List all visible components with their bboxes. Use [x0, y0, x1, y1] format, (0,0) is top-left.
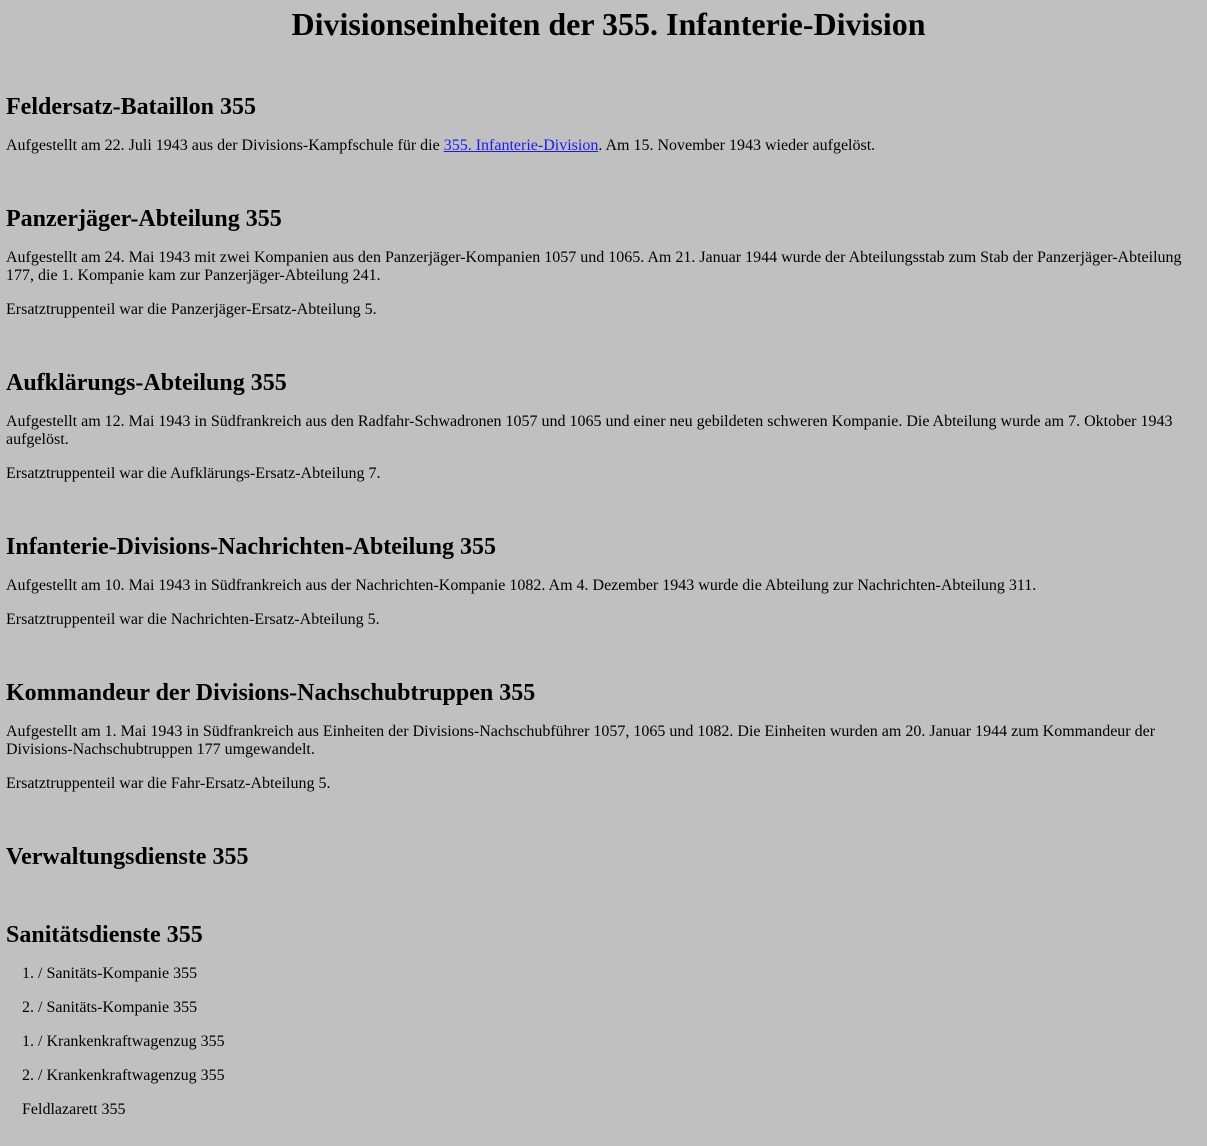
heading-verwaltungsdienste: Verwaltungsdienste 355: [6, 844, 249, 870]
heading-feldersatz-bataillon: Feldersatz-Bataillon 355: [6, 94, 256, 120]
list-item: 2. / Sanitäts-Kompanie 355: [22, 999, 198, 1016]
paragraph-nachrichten: Aufgestellt am 10. Mai 1943 in Südfrankreich aus der Nachrichten-Kompanie 1082. Am 4. Dezember 1943 wurde die Abteilung zur Nachrichten-Abteilung 311.: [6, 577, 1037, 594]
heading-panzerjaeger-abteilung: Panzerjäger-Abteilung 355: [6, 206, 282, 232]
heading-sanitaetsdienste: Sanitätsdienste 355: [6, 922, 203, 948]
list-item: Feldlazarett 355: [22, 1101, 126, 1118]
paragraph-panzerjaeger: Aufgestellt am 24. Mai 1943 mit zwei Kompanien aus den Panzerjäger-Kompanien 1057 und 1065. Am 21. Januar 1944 wurde der Abteilungsstab zum Stab der Panzerjäger-Abteilung 177, die 1. Kompanie kam zur Panzerjäger-Abteilung 241.: [6, 249, 1182, 284]
list-item: 2. / Krankenkraftwagenzug 355: [22, 1067, 225, 1084]
paragraph-feldersatz: [6, 137, 1193, 155]
page-title: Divisionseinheiten der 355. Infanterie-Division: [291, 6, 926, 42]
paragraph-nachschub: Aufgestellt am 1. Mai 1943 in Südfrankreich aus Einheiten der Divisions-Nachschubführer 1057, 1065 und 1082. Die Einheiten wurden am 20. Januar 1944 zum Kommandeur der Divisions-Nachschubtruppen 177 umgewandelt.: [6, 723, 1156, 758]
heading-nachrichten-abteilung: Infanterie-Divisions-Nachrichten-Abteilung 355: [6, 534, 496, 560]
paragraph-feldersatz-text-after: . Am 15. November 1943 wieder aufgelöst.: [598, 137, 876, 154]
list-item: 1. / Sanitäts-Kompanie 355: [22, 965, 198, 982]
paragraph-aufklaerung: Aufgestellt am 12. Mai 1943 in Südfrankreich aus den Radfahr-Schwadronen 1057 und 1065 und einer neu gebildeten schweren Kompanie. Die Abteilung wurde am 7. Oktober 1943 aufgelöst.: [6, 413, 1173, 448]
paragraph-feldersatz-text-before: Aufgestellt am 22. Juli 1943 aus der Divisions-Kampfschule für die: [6, 137, 444, 154]
paragraph-nachschub-ersatz: Ersatztruppenteil war die Fahr-Ersatz-Abteilung 5.: [6, 775, 331, 792]
division-link[interactable]: 355. Infanterie-Division: [443, 137, 599, 154]
paragraph-nachrichten-ersatz: Ersatztruppenteil war die Nachrichten-Ersatz-Abteilung 5.: [6, 611, 380, 628]
heading-nachschubtruppen: Kommandeur der Divisions-Nachschubtruppen 355: [6, 680, 536, 706]
paragraph-panzerjaeger-ersatz: Ersatztruppenteil war die Panzerjäger-Ersatz-Abteilung 5.: [6, 301, 377, 318]
heading-aufklaerungs-abteilung: Aufklärungs-Abteilung 355: [6, 370, 287, 396]
list-item: 1. / Krankenkraftwagenzug 355: [22, 1033, 225, 1050]
paragraph-aufklaerung-ersatz: Ersatztruppenteil war die Aufklärungs-Ersatz-Abteilung 7.: [6, 465, 381, 482]
